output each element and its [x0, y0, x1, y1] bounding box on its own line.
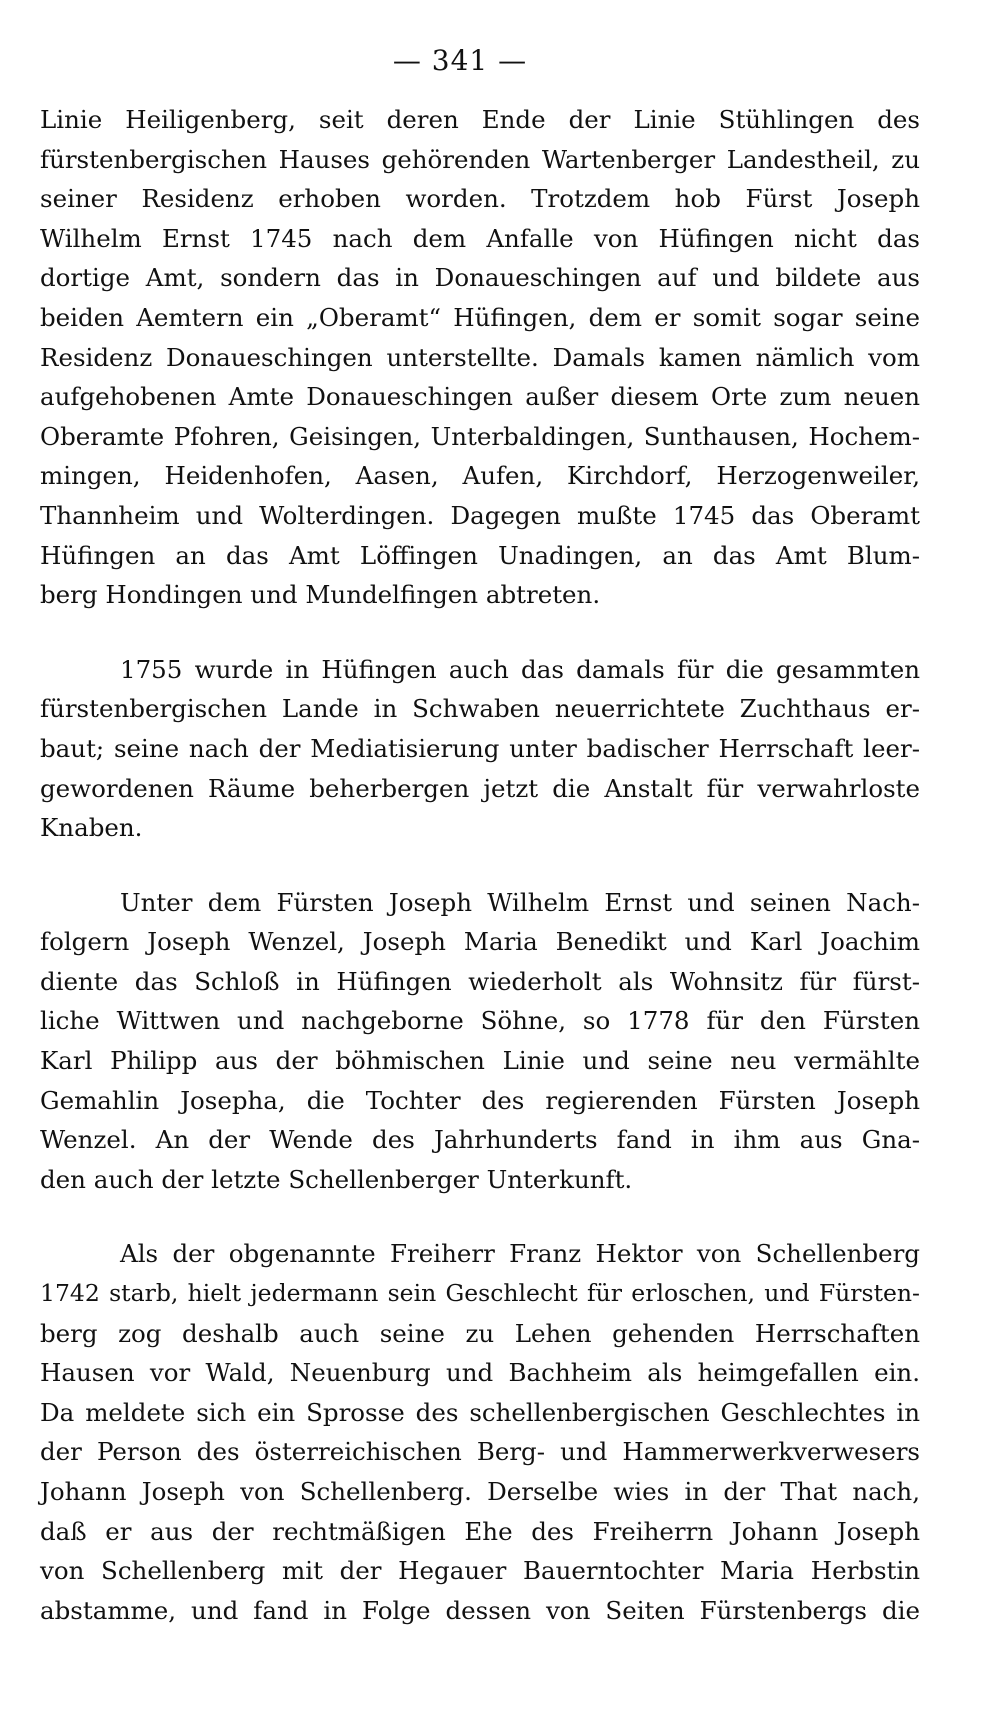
text-line: Thannheim und Wolterdingen. Dagegen mußte 1745 das Oberamt — [40, 500, 920, 530]
text-line: dortige Amt, sondern das in Donaueschingen auf und bildete aus — [40, 263, 920, 293]
text-line: der Person des österreichischen Berg- und Hammerwerkverwesers — [40, 1437, 920, 1467]
text-line: 1742 starb, hielt jedermann sein Geschlecht für erloschen, und Fürsten- — [40, 1279, 920, 1308]
text-line: fürstenbergischen Hauses gehörenden Wartenberger Landestheil, zu — [40, 144, 920, 174]
text-line: Wenzel. An der Wende des Jahrhunderts fand in ihm aus Gna- — [40, 1125, 920, 1155]
text-line: Karl Philipp aus der böhmischen Linie und seine neu vermählte — [40, 1046, 920, 1076]
text-line: Unter dem Fürsten Joseph Wilhelm Ernst und seinen Nach- — [120, 887, 920, 917]
text-line: daß er aus der rechtmäßigen Ehe des Freiherrn Johann Joseph — [40, 1516, 920, 1546]
text-line: 1755 wurde in Hüfingen auch das damals für die gesammten — [120, 654, 920, 684]
text-line: Knaben. — [40, 813, 143, 843]
text-line: von Schellenberg mit der Hegauer Bauerntochter Maria Herbstin — [40, 1556, 920, 1586]
text-line: Linie Heiligenberg, seit deren Ende der Linie Stühlingen des — [40, 105, 920, 134]
text-line: diente das Schloß in Hüfingen wiederholt als Wohnsitz für fürst- — [40, 966, 920, 996]
text-line: abstamme, und fand in Folge dessen von Seiten Fürstenbergs die — [40, 1595, 920, 1625]
text-line: gewordenen Räume beherbergen jetzt die Anstalt für verwahrloste — [40, 773, 920, 803]
text-line: berg zog deshalb auch seine zu Lehen gehenden Herrschaften — [40, 1318, 920, 1348]
text-line: folgern Joseph Wenzel, Joseph Maria Benedikt und Karl Joachim — [40, 927, 920, 957]
paragraph-1 — [40, 100, 920, 615]
text-line: Da meldete sich ein Sprosse des schellenbergischen Geschlechtes in — [40, 1397, 920, 1427]
text-line: Gemahlin Josepha, die Tochter des regierenden Fürsten Joseph — [40, 1085, 920, 1115]
text-line: aufgehobenen Amte Donaueschingen außer diesem Orte zum neuen — [40, 382, 920, 412]
text-line: seiner Residenz erhoben worden. Trotzdem hob Fürst Joseph — [40, 184, 920, 214]
page-number: — 341 — — [392, 44, 528, 77]
paragraph-4 — [40, 1234, 920, 1630]
text-line: Hüfingen an das Amt Löffingen Unadingen, an das Amt Blum- — [40, 540, 920, 570]
body-text — [40, 100, 920, 1630]
text-line: fürstenbergischen Lande in Schwaben neuerrichtete Zuchthaus er- — [40, 694, 920, 724]
text-line: baut; seine nach der Mediatisierung unter badischer Herrschaft leer- — [40, 733, 920, 763]
text-line: Hausen vor Wald, Neuenburg und Bachheim als heimgefallen ein. — [40, 1358, 920, 1388]
text-line: mingen, Heidenhofen, Aasen, Aufen, Kirchdorf, Herzogenweiler, — [40, 461, 920, 491]
text-line: liche Wittwen und nachgeborne Söhne, so 1778 für den Fürsten — [40, 1006, 920, 1036]
text-line: berg Hondingen und Mundelfingen abtreten. — [40, 580, 601, 610]
text-line: den auch der letzte Schellenberger Unterkunft. — [40, 1164, 633, 1194]
paragraph-3 — [40, 883, 920, 1200]
text-line: Johann Joseph von Schellenberg. Derselbe wies in der That nach, — [40, 1477, 920, 1506]
text-line: beiden Aemtern ein „Oberamt“ Hüfingen, dem er somit sogar seine — [40, 302, 920, 332]
text-line: Als der obgenannte Freiherr Franz Hektor von Schellenberg — [120, 1239, 920, 1269]
text-line: Residenz Donaueschingen unterstellte. Damals kamen nämlich vom — [40, 342, 920, 372]
paragraph-2 — [40, 650, 920, 848]
text-line: Oberamte Pfohren, Geisingen, Unterbaldingen, Sunthausen, Hochem- — [40, 421, 920, 451]
text-line: Wilhelm Ernst 1745 nach dem Anfalle von Hüfingen nicht das — [40, 223, 920, 253]
